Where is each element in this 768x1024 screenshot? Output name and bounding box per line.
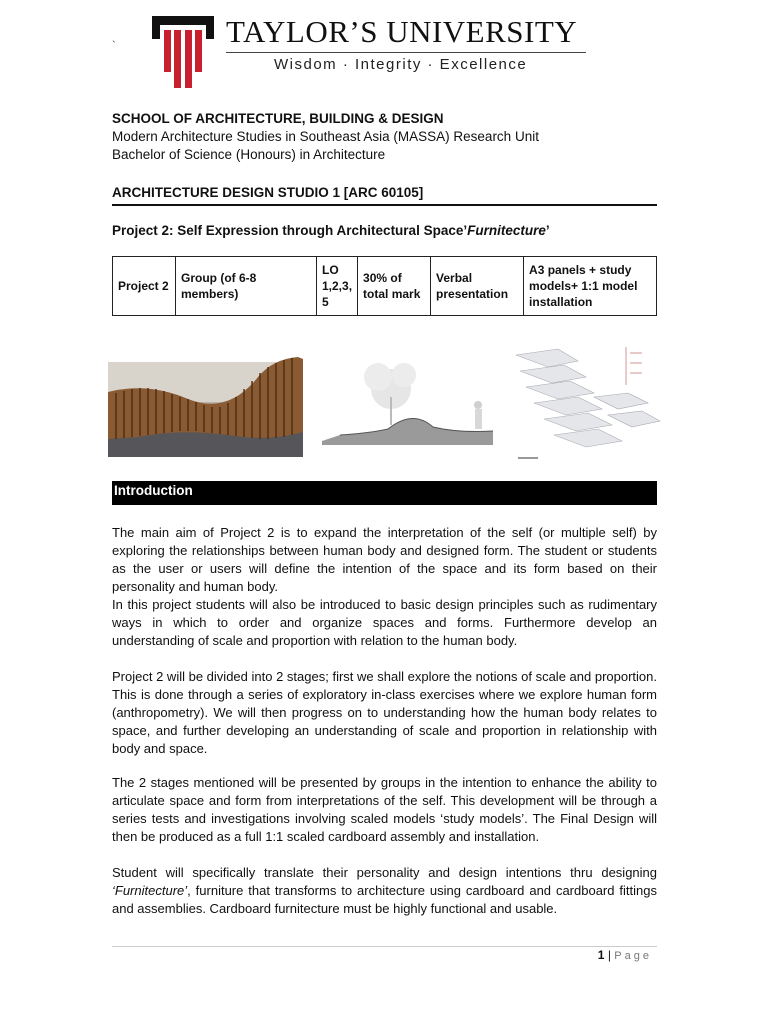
- intro-paragraph-1: The main aim of Project 2 is to expand the interpretation of the self (or multiple self) by exploring the relationships between human body and designed form. The student or students as the user or users will define the intention of the space and its form based on their personality and human body.: [112, 525, 657, 594]
- intro-paragraph-2: In this project students will also be introduced to basic design principles such as rudimentary ways in which to order and organize spaces and forms. Furthermore develop an understanding of scale and proportion with relation to the human body.: [112, 597, 657, 648]
- table-cell-presentation: Verbal presentation: [431, 257, 524, 316]
- taylors-logo: [152, 16, 214, 92]
- school-info: [112, 110, 539, 164]
- research-unit: Modern Architecture Studies in Southeast Asia (MASSA) Research Unit: [112, 129, 539, 144]
- paragraph-5-text-end: , furniture that transforms to architecture using cardboard and cardboard fittings and assemblies. Cardboard furnitecture must be highly functional and usable.: [112, 883, 657, 916]
- intro-paragraph-5: [112, 864, 657, 918]
- university-header: [150, 14, 590, 94]
- table-cell-project: Project 2: [113, 257, 176, 316]
- paragraph-5-text: Student will specifically translate their personality and design intentions thru designing: [112, 865, 657, 880]
- introduction-heading: Introduction: [112, 481, 657, 505]
- table-cell-deliverables: A3 panels + study models+ 1:1 model installation: [524, 257, 657, 316]
- page-number-value: 1: [597, 948, 605, 962]
- table-cell-mark: 30% of total mark: [358, 257, 431, 316]
- table-row: [113, 257, 657, 316]
- course-title: ARCHITECTURE DESIGN STUDIO 1 [ARC 60105]: [112, 185, 424, 200]
- programme-name: Bachelor of Science (Honours) in Architecture: [112, 147, 386, 162]
- stray-mark: `: [112, 40, 116, 52]
- page-number: [598, 948, 652, 962]
- page-separator: |: [607, 948, 611, 962]
- intro-paragraph-3: Project 2 will be divided into 2 stages; first we shall explore the notions of scale and proportion. This is done through a series of exploratory in-class exercises where we explore human form (anthropometry). We will then progress on to understanding how the human body relates to space, and further developing an understanding of scale and proportion in relationship with body and space.: [112, 669, 657, 756]
- intro-paragraph-4: The 2 stages mentioned will be presented by groups in the intention to enhance the ability to articulate space and form from interpretations of the self. This development will be through a series tests and investigations involving scaled models ‘study models’. The Final Design will then be produced as a full 1:1 scaled cardboard assembly and installation.: [112, 775, 657, 844]
- university-name: TAYLOR’S UNIVERSITY: [226, 14, 578, 49]
- furniture-photo: [108, 357, 303, 457]
- table-cell-lo: LO 1,2,3, 5: [317, 257, 358, 316]
- course-rule: [112, 204, 657, 206]
- project-title-text: Project 2: Self Expression through Architectural Space’: [112, 223, 468, 238]
- page-label: Page: [614, 950, 652, 962]
- header-rule: [226, 52, 586, 53]
- project-title-suffix: ’: [545, 223, 550, 238]
- project-summary-table: [112, 256, 657, 316]
- university-tagline: Wisdom · Integrity · Excellence: [274, 56, 528, 73]
- diagram-sketch: [510, 337, 663, 467]
- table-cell-group: Group (of 6-8 members): [176, 257, 317, 316]
- furnitecture-term: ‘Furnitecture’: [112, 883, 188, 898]
- project-title-italic: Furnitecture: [467, 223, 546, 238]
- landscape-sketch: [320, 337, 500, 457]
- reference-images: [108, 337, 663, 467]
- project-title: [112, 223, 550, 238]
- school-name: SCHOOL OF ARCHITECTURE, BUILDING & DESIGN: [112, 111, 444, 126]
- footer-rule: [112, 946, 657, 947]
